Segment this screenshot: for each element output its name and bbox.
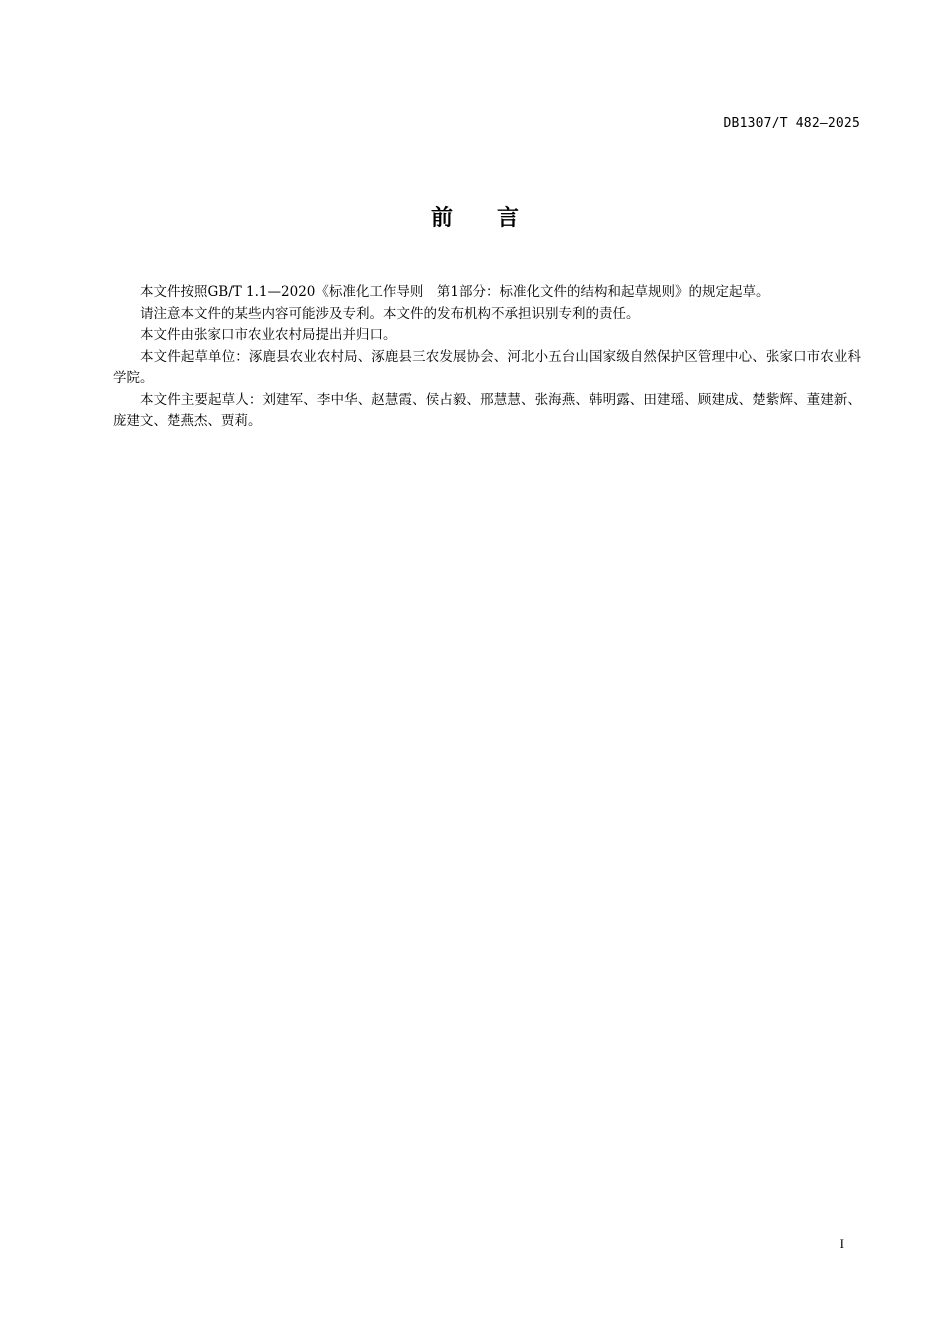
foreword-body [113,282,861,433]
page-number: I [839,1236,844,1251]
page-title: 前 言 [430,206,519,231]
paragraph-drafters: 本文件主要起草人：刘建军、李中华、赵慧霞、侯占毅、邢慧慧、张海燕、韩明露、田建瑶、顾建成、楚紫辉、董建新、庞建文、楚燕杰、贾莉。 [113,391,861,429]
document-code: DB1307/T 482—2025 [723,116,860,131]
paragraph-drafting-units: 本文件起草单位：涿鹿县农业农村局、涿鹿县三农发展协会、河北小五台山国家级自然保护区管理中心、张家口市农业科学院。 [113,348,861,386]
paragraph-drafting-rules: 本文件按照GB/T 1.1—2020《标准化工作导则 第1部分：标准化文件的结构和起草规则》的规定起草。 [140,284,770,300]
paragraph-proposer: 本文件由张家口市农业农村局提出并归口。 [140,327,397,343]
paragraph-patent-notice: 请注意本文件的某些内容可能涉及专利。本文件的发布机构不承担识别专利的责任。 [140,305,640,322]
